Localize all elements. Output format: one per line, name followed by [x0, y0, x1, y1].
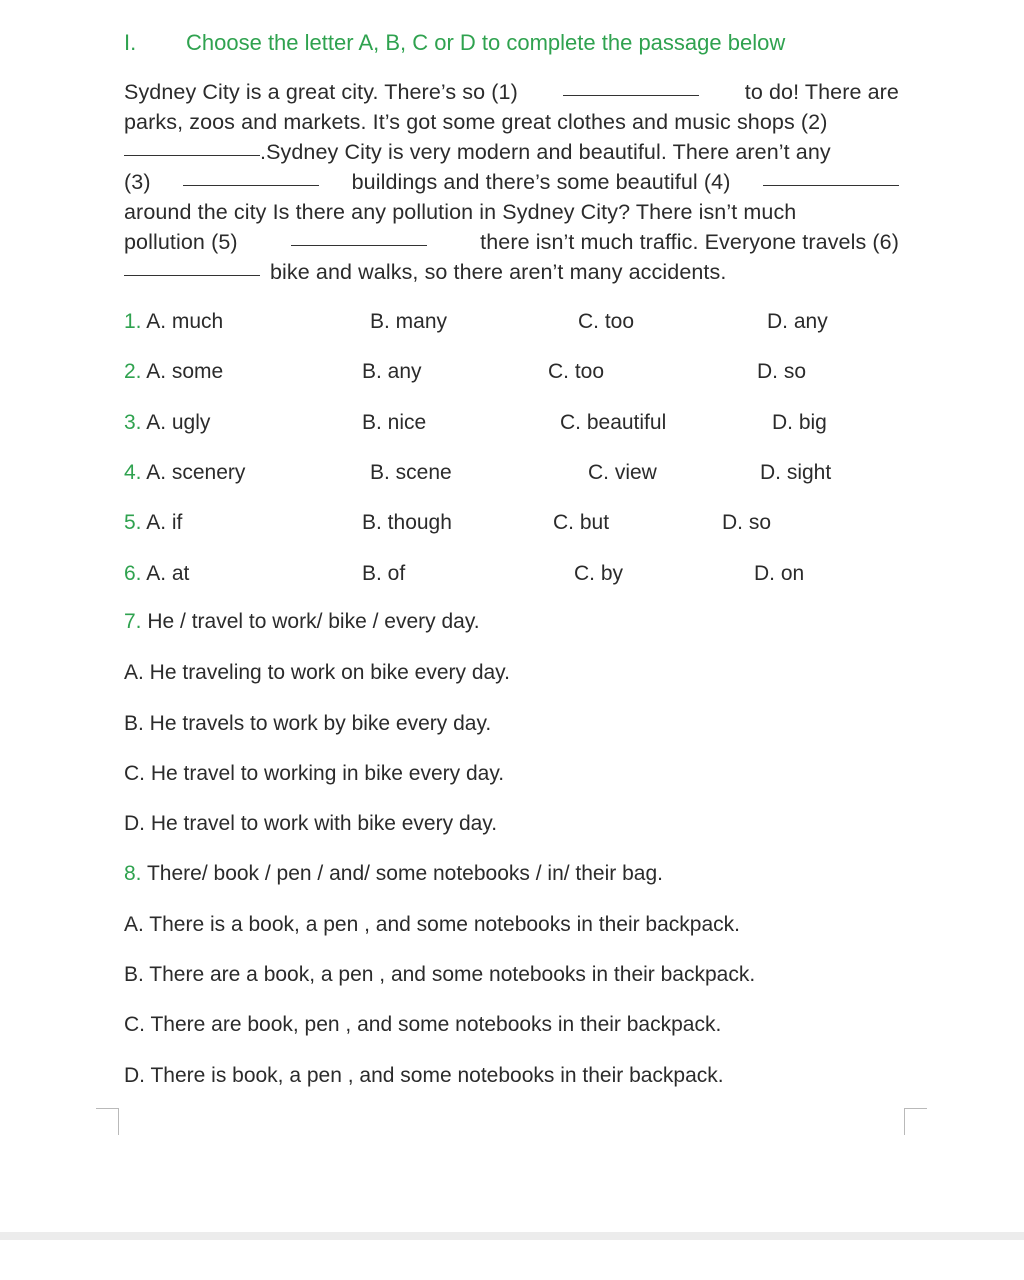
- passage-text: around the city Is there any pollution in Sydney City? There isn’t much: [124, 200, 797, 224]
- question-1-option-c[interactable]: C. too: [578, 310, 635, 333]
- option-text: A. scenery: [146, 461, 246, 484]
- question-6-option-b[interactable]: B. of: [362, 562, 406, 585]
- question-4-option-c[interactable]: C. view: [588, 461, 657, 484]
- question-2-option-b[interactable]: B. any: [362, 360, 422, 383]
- passage-text: (3): [124, 170, 151, 194]
- question-3-option-c[interactable]: C. beautiful: [560, 411, 667, 434]
- passage-text: pollution (5): [124, 230, 238, 254]
- margin-corner-left: [96, 1108, 119, 1135]
- passage-line-1: [124, 77, 899, 107]
- option-text: A. at: [146, 562, 190, 585]
- question-text: He / travel to work/ bike / every day.: [147, 610, 480, 633]
- question-5-option-d[interactable]: D. so: [722, 511, 772, 534]
- question-6-option-d[interactable]: D. on: [754, 562, 805, 585]
- option-text: A. ugly: [146, 411, 211, 434]
- passage-line-4: [124, 167, 899, 197]
- question-6-option-c[interactable]: C. by: [574, 562, 624, 585]
- question-2-option-d[interactable]: D. so: [757, 360, 807, 383]
- question-number: 7.: [124, 610, 142, 633]
- question-text: There/ book / pen / and/ some notebooks / in/ their bag.: [146, 862, 663, 885]
- question-number: 3.: [124, 411, 142, 434]
- question-7-option-a[interactable]: A. He traveling to work on bike every day.: [124, 661, 510, 684]
- option-text: A. much: [146, 310, 224, 333]
- passage-text: to do! There are: [744, 80, 899, 104]
- question-6-option-a[interactable]: [124, 562, 189, 586]
- question-3-option-a[interactable]: [124, 411, 210, 435]
- question-2-option-c[interactable]: C. too: [548, 360, 605, 383]
- blank-1: [563, 77, 699, 96]
- question-4-option-a[interactable]: [124, 461, 245, 485]
- blank-5: [291, 227, 427, 246]
- question-4-option-d[interactable]: D. sight: [760, 461, 832, 484]
- question-8-option-d[interactable]: D. There is book, a pen , and some notebooks in their backpack.: [124, 1064, 724, 1087]
- passage-text: bike and walks, so there aren’t many accidents.: [270, 260, 727, 284]
- passage-line-3: [124, 137, 899, 167]
- question-number: 8.: [124, 862, 142, 885]
- passage-line-5: [124, 197, 899, 227]
- question-1-option-a[interactable]: [124, 310, 223, 334]
- section-number: I.: [124, 30, 137, 55]
- question-5-option-c[interactable]: C. but: [553, 511, 610, 534]
- passage-text: parks, zoos and markets. It’s got some great clothes and music shops (2): [124, 110, 828, 134]
- question-3-option-b[interactable]: B. nice: [362, 411, 427, 434]
- question-7-prompt: [124, 610, 480, 634]
- question-7-option-b[interactable]: B. He travels to work by bike every day.: [124, 712, 492, 735]
- passage-segment: [124, 137, 831, 167]
- question-number: 4.: [124, 461, 142, 484]
- passage-text: there isn’t much traffic. Everyone travels (6): [480, 230, 899, 254]
- question-5-option-b[interactable]: B. though: [362, 511, 452, 534]
- question-number: 2.: [124, 360, 142, 383]
- question-8-option-c[interactable]: C. There are book, pen , and some notebooks in their backpack.: [124, 1013, 722, 1036]
- question-8-option-a[interactable]: A. There is a book, a pen , and some notebooks in their backpack.: [124, 913, 740, 936]
- option-text: A. some: [146, 360, 224, 383]
- passage-line-2: [124, 107, 899, 137]
- question-number: 1.: [124, 310, 142, 333]
- blank-3: [183, 167, 319, 186]
- option-text: A. if: [146, 511, 183, 534]
- question-1-option-d[interactable]: D. any: [767, 310, 828, 333]
- question-number: 5.: [124, 511, 142, 534]
- passage-text: Sydney City is a great city. There’s so (1): [124, 80, 518, 104]
- blank-4: [763, 167, 899, 186]
- question-number: 6.: [124, 562, 142, 585]
- blank-6: [124, 257, 260, 276]
- question-8-prompt: [124, 862, 663, 886]
- page-separator: [0, 1232, 1024, 1240]
- question-1-option-b[interactable]: B. many: [370, 310, 448, 333]
- question-7-option-d[interactable]: D. He travel to work with bike every day.: [124, 812, 498, 835]
- section-instruction: Choose the letter A, B, C or D to complete the passage below: [186, 30, 786, 55]
- question-3-option-d[interactable]: D. big: [772, 411, 827, 434]
- passage-text: .Sydney City is very modern and beautiful. There aren’t any: [260, 140, 831, 164]
- passage-line-7: [124, 257, 899, 287]
- margin-corner-right: [904, 1108, 927, 1135]
- question-4-option-b[interactable]: B. scene: [370, 461, 452, 484]
- passage-line-6: [124, 227, 899, 257]
- question-2-option-a[interactable]: [124, 360, 223, 384]
- passage-text: buildings and there’s some beautiful (4): [351, 170, 731, 194]
- question-5-option-a[interactable]: [124, 511, 182, 535]
- blank-2: [124, 137, 260, 156]
- question-8-option-b[interactable]: B. There are a book, a pen , and some notebooks in their backpack.: [124, 963, 756, 986]
- question-7-option-c[interactable]: C. He travel to working in bike every day.: [124, 762, 505, 785]
